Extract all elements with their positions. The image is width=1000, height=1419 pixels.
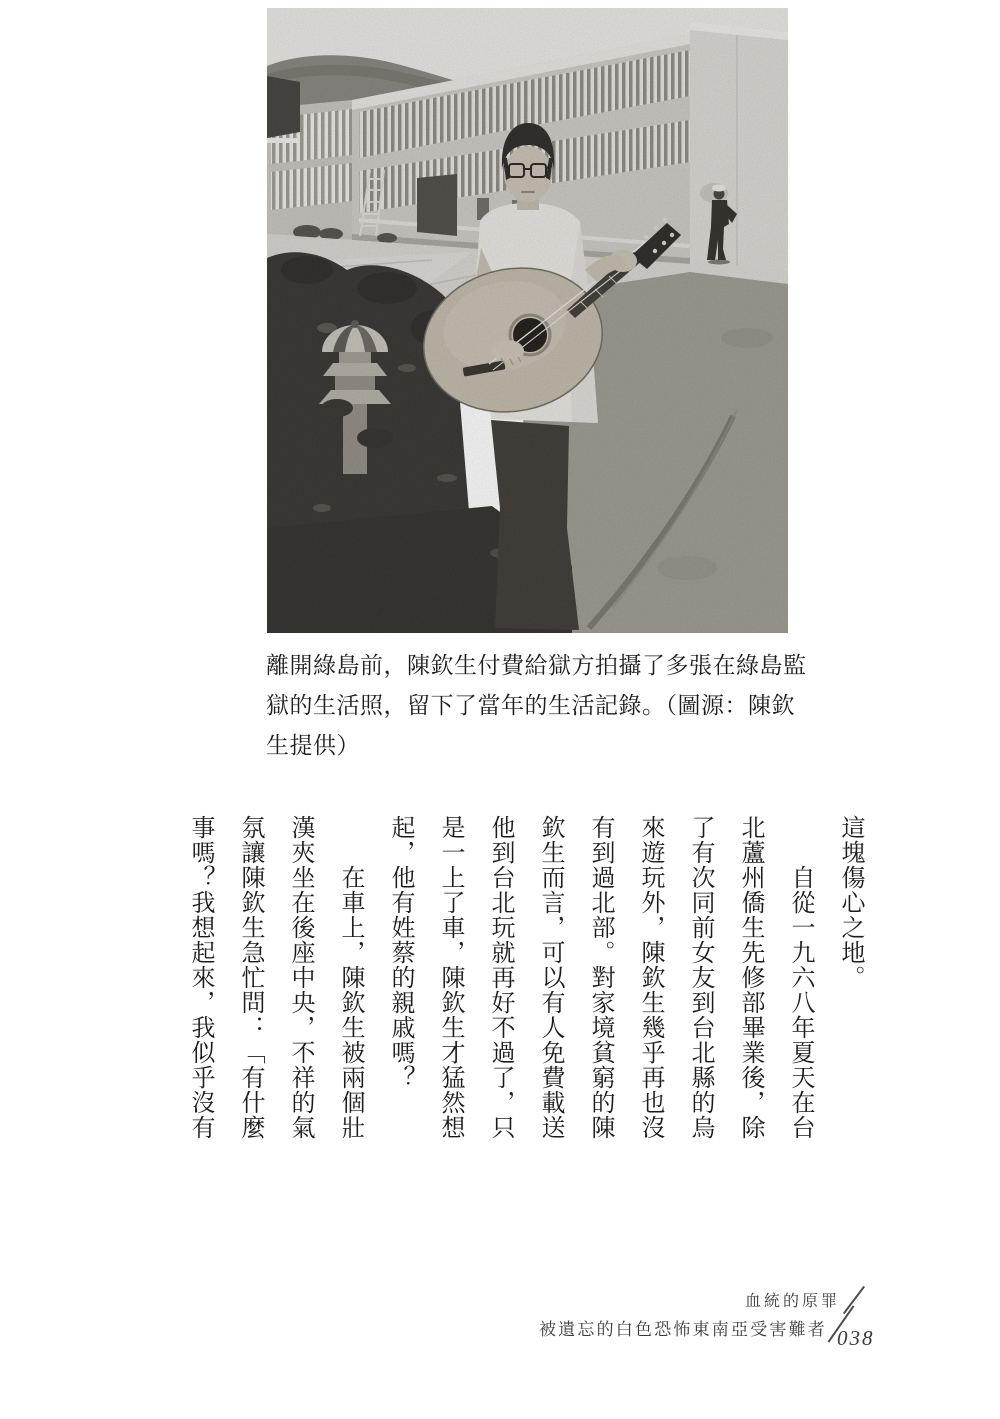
book-subtitle: 被遺忘的白色恐怖東南亞受害難者: [539, 1320, 827, 1339]
text-column: 自從一九六八年夏天在台: [787, 865, 813, 1140]
text-column: 他到台北玩就再好不過了，只: [487, 815, 513, 1140]
text-column: 是一上了車，陳欽生才猛然想: [437, 815, 463, 1140]
slash-divider-icon: [843, 1286, 865, 1314]
text-column: 了有次同前女友到台北縣的烏: [687, 815, 713, 1140]
text-column: 這塊傷心之地。: [837, 815, 863, 990]
text-column: 北蘆州僑生先修部畢業後，除: [737, 815, 763, 1140]
text-column: 漢夾坐在後座中央，不祥的氣: [287, 815, 313, 1140]
photograph-green-island-prison: [267, 8, 788, 633]
text-column: 起，他有姓蔡的親戚嗎？: [387, 815, 413, 1090]
book-title: 血統的原罪: [744, 1293, 840, 1310]
text-column: 來遊玩外，陳欽生幾乎再也沒: [637, 815, 663, 1140]
text-column: 在車上，陳欽生被兩個壯: [337, 865, 363, 1140]
text-column: 有到過北部。對家境貧窮的陳: [587, 815, 613, 1140]
text-column: 欽生而言，可以有人免費載送: [537, 815, 563, 1140]
body-text-columns: [175, 815, 875, 1155]
photo-illustration: [267, 8, 788, 633]
page-number: 038: [837, 1326, 875, 1350]
text-column: 事嗎？我想起來，我似乎沒有: [187, 815, 213, 1140]
photo-caption: 離開綠島前，陳欽生付費給獄方拍攝了多張在綠島監獄的生活照，留下了當年的生活記錄。（圖源：陳欽生提供）: [266, 652, 807, 758]
text-column: 氛讓陳欽生急忙問：「有什麼: [237, 815, 263, 1140]
